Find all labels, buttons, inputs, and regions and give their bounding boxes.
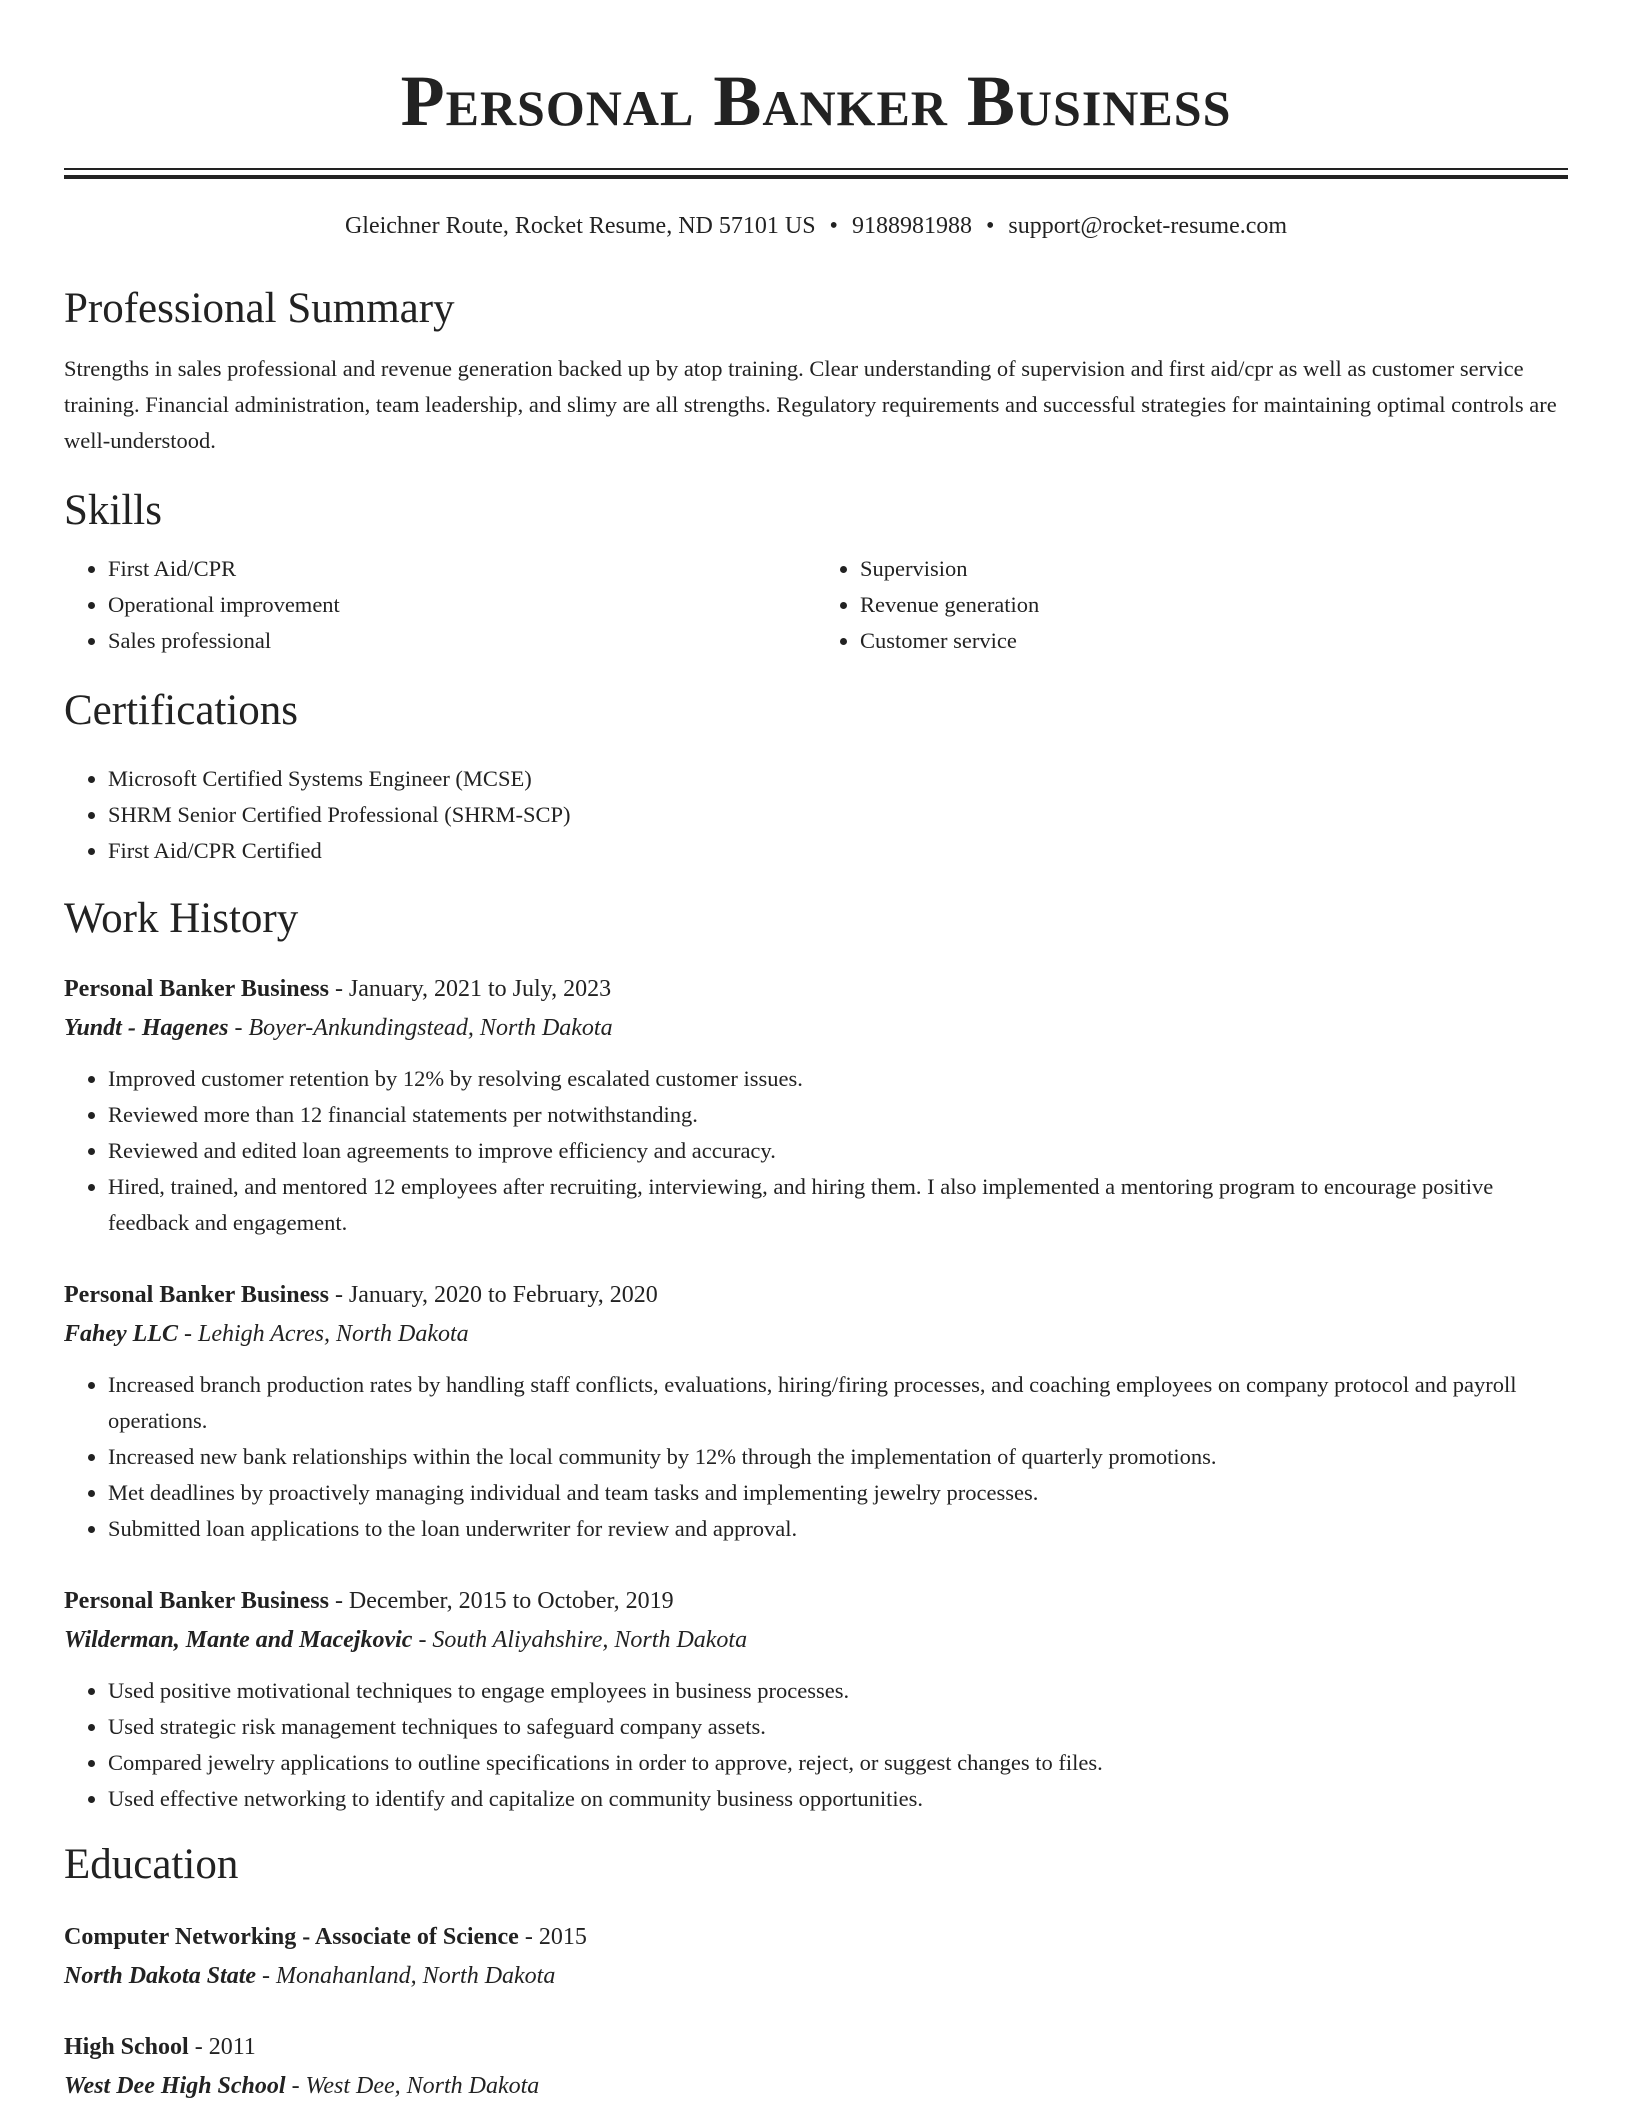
job-title: Personal Banker Business — [64, 976, 329, 1002]
skills-list — [64, 551, 1568, 659]
skills-column-left — [64, 551, 816, 659]
duty-item: • Increased new bank relationships within the local community by 12% through the implementation of quarterly promotions. — [108, 1439, 1568, 1475]
job-dates: - January, 2020 to February, 2020 — [328, 1282, 658, 1308]
employer-location: - Lehigh Acres, North Dakota — [178, 1321, 469, 1347]
duty-item: • Hired, trained, and mentored 12 employees after recruiting, interviewing, and hiring them. I also implemented a mentoring program to encourage positive feedback and engagement. — [108, 1169, 1568, 1241]
school-location: - West Dee, North Dakota — [285, 2073, 540, 2099]
employer-line — [64, 1009, 1568, 1047]
school-line — [64, 1957, 1568, 1995]
duty-item: • Met deadlines by proactively managing individual and team tasks and implementing jewelry processes. — [108, 1475, 1568, 1511]
employer-name: Wilderman, Mante and Macejkovic — [64, 1627, 413, 1653]
duty-item: • Used positive motivational techniques to engage employees in business processes. — [108, 1673, 1568, 1709]
education-entry — [64, 1917, 1568, 1995]
employer-location: - Boyer-Ankundingstead, North Dakota — [228, 1015, 613, 1041]
job-entry — [64, 1275, 1568, 1547]
skill-item: • Revenue generation — [860, 587, 1568, 623]
skill-item: • Operational improvement — [108, 587, 816, 623]
certification-item: • Microsoft Certified Systems Engineer (MCSE) — [108, 761, 1568, 797]
job-title-line — [64, 1581, 1568, 1621]
degree-year: - 2011 — [188, 2034, 256, 2060]
duty-item: • Reviewed and edited loan agreements to improve efficiency and accuracy. — [108, 1133, 1568, 1169]
certification-item: • First Aid/CPR Certified — [108, 833, 1568, 869]
job-duties — [64, 1367, 1568, 1547]
degree-name: High School — [64, 2034, 189, 2060]
employer-line — [64, 1315, 1568, 1353]
contact-address: Gleichner Route, Rocket Resume, ND 57101 US — [344, 213, 816, 239]
education-entry — [64, 2027, 1568, 2105]
education-heading: Education — [64, 1841, 239, 1888]
job-title: Personal Banker Business — [64, 1282, 329, 1308]
duty-item: • Used strategic risk management techniques to safeguard company assets. — [108, 1709, 1568, 1745]
contact-info — [64, 209, 1568, 243]
skill-item: • First Aid/CPR — [108, 551, 816, 587]
job-dates: - December, 2015 to October, 2019 — [328, 1588, 674, 1614]
certification-item: • SHRM Senior Certified Professional (SHRM-SCP) — [108, 797, 1568, 833]
employer-name: Fahey LLC — [64, 1321, 178, 1347]
contact-separator: • — [829, 213, 838, 239]
employer-line — [64, 1621, 1568, 1659]
skill-item: • Sales professional — [108, 623, 816, 659]
summary-heading: Professional Summary — [64, 285, 455, 332]
duty-item: • Reviewed more than 12 financial statements per notwithstanding. — [108, 1097, 1568, 1133]
school-name: North Dakota State — [64, 1963, 257, 1989]
employer-name: Yundt - Hagenes — [64, 1015, 229, 1041]
job-entry — [64, 969, 1568, 1241]
skills-column-right — [816, 551, 1568, 659]
skill-item: • Supervision — [860, 551, 1568, 587]
skills-heading: Skills — [64, 487, 162, 534]
certifications-list — [64, 761, 1568, 869]
candidate-name: Personal Banker Business — [400, 61, 1232, 141]
job-title-line — [64, 969, 1568, 1009]
job-title: Personal Banker Business — [64, 1588, 329, 1614]
job-entry — [64, 1581, 1568, 1817]
job-duties — [64, 1061, 1568, 1241]
duty-item: • Submitted loan applications to the loan underwriter for review and approval. — [108, 1511, 1568, 1547]
job-title-line — [64, 1275, 1568, 1315]
contact-phone: 9188981988 — [851, 213, 972, 239]
degree-line — [64, 2027, 1568, 2067]
school-name: West Dee High School — [64, 2073, 286, 2099]
duty-item: • Increased branch production rates by handling staff conflicts, evaluations, hiring/firing processes, and coaching employees on company protocol and payroll operations. — [108, 1367, 1568, 1439]
job-dates: - January, 2021 to July, 2023 — [328, 976, 612, 1002]
summary-text: Strengths in sales professional and revenue generation backed up by atop training. Clear understanding of supervision and first aid/cpr as well as customer service training. Financial administration, team leadership, and slimy are all strengths. Regulatory requirements and successful strategies for maintaining optimal controls are well-understood. — [64, 356, 1557, 453]
degree-year: - 2015 — [518, 1924, 587, 1950]
work-history-heading: Work History — [64, 895, 299, 942]
resume-page — [64, 0, 1568, 2105]
school-line — [64, 2067, 1568, 2105]
job-duties — [64, 1673, 1568, 1817]
degree-line — [64, 1917, 1568, 1957]
employer-location: - South Aliyahshire, North Dakota — [412, 1627, 748, 1653]
school-location: - Monahanland, North Dakota — [256, 1963, 556, 1989]
duty-item: • Compared jewelry applications to outline specifications in order to approve, reject, or suggest changes to files. — [108, 1745, 1568, 1781]
degree-name: Computer Networking - Associate of Science — [64, 1924, 519, 1950]
contact-email: support@rocket-resume.com — [1008, 213, 1288, 239]
duty-item: • Used effective networking to identify and capitalize on community business opportunities. — [108, 1781, 1568, 1817]
skill-item: • Customer service — [860, 623, 1568, 659]
contact-separator: • — [985, 213, 995, 239]
duty-item: • Improved customer retention by 12% by resolving escalated customer issues. — [108, 1061, 1568, 1097]
header-divider — [64, 168, 1568, 179]
certifications-heading: Certifications — [64, 687, 299, 734]
